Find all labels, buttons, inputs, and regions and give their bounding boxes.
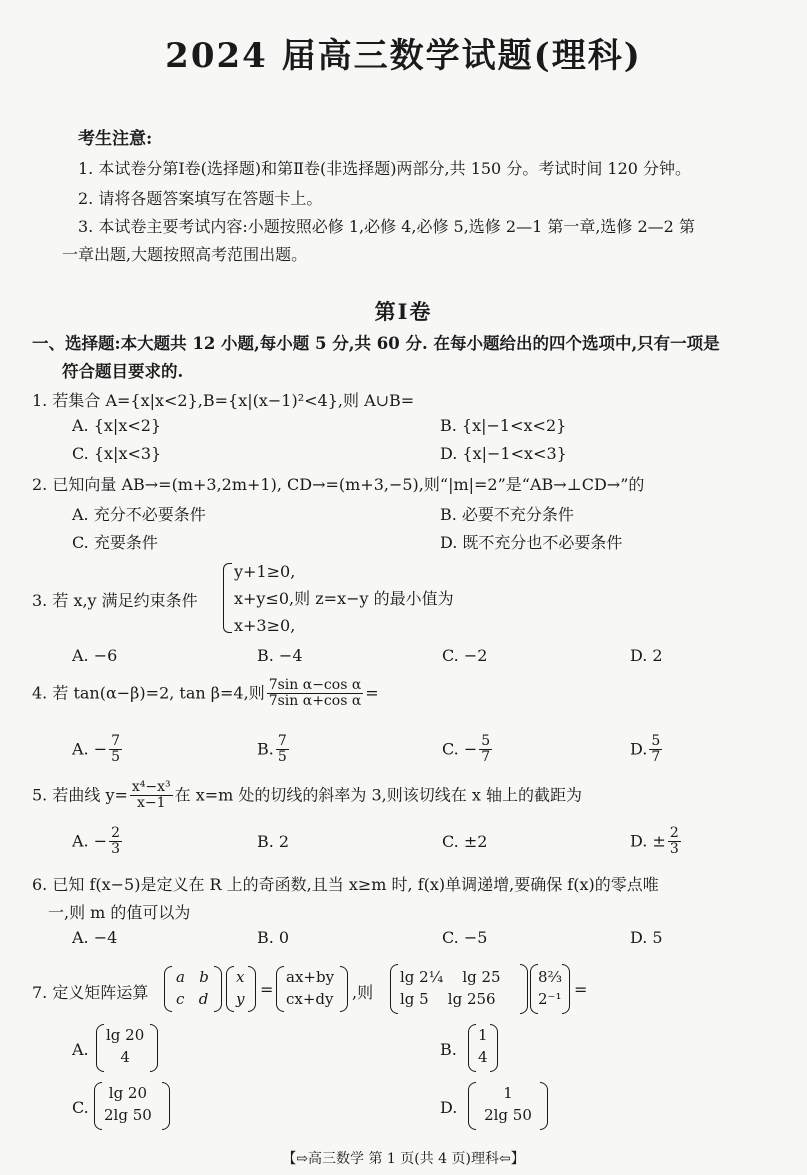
section-instruction: 一、选择题:本大题共 12 小题,每小题 5 分,共 60 分. 在每小题给出的四个选项中,只有一项是	[32, 334, 720, 353]
notice-line-2: 2. 请将各题答案填写在答题卡上。	[78, 189, 323, 208]
result-vector: ax+by cx+dy	[286, 968, 335, 1008]
question-5-stem: 5. 若曲线 y= $\frac{\text{x⁴−x³}}{x-1}$ 在 x=m 处的切线的斜率为 3,则该切线在 x 轴上的截距为	[32, 779, 582, 812]
question-3-constraint-3: x+3≥0,	[234, 616, 296, 635]
page-title: 2024 届高三数学试题(理科)	[165, 36, 642, 76]
notice-line-1: 1. 本试卷分第Ⅰ卷(选择题)和第Ⅱ卷(非选择题)两部分,共 150 分。考试时间 120 分钟。	[78, 159, 692, 178]
option-b-paren-right	[490, 1024, 498, 1072]
question-7-prefix: 7. 定义矩阵运算	[32, 983, 149, 1002]
question-7-option-b: 1 4	[478, 1026, 488, 1066]
section-instruction-cont: 符合题目要求的.	[62, 362, 184, 381]
option-c-paren-right	[162, 1082, 170, 1130]
question-4-option-b: B. $\frac{7}{5}$	[257, 733, 287, 766]
exp-vector-paren-left	[530, 964, 538, 1014]
question-7-option-a: lg 20 4	[106, 1026, 145, 1066]
log-matrix-paren-right	[520, 964, 528, 1014]
question-1-stem: 1. 若集合 A={x|x<2},B={x|(x−1)²<4},则 A∪B=	[32, 391, 415, 410]
question-2-option-b: B. 必要不充分条件	[440, 505, 574, 524]
question-3-option-a: A. −6	[72, 646, 118, 665]
question-6-option-c: C. −5	[442, 928, 488, 947]
question-7-eq: =	[574, 980, 588, 999]
question-4-option-a: A. − $\frac{7}{5}$	[72, 733, 121, 766]
question-4-option-d: D. $\frac{5}{7}$	[630, 733, 661, 766]
result-paren-right	[340, 966, 348, 1012]
result-paren-left	[276, 966, 284, 1012]
question-7-then: ,则	[352, 983, 374, 1002]
question-1-option-c: C. {x|x<3}	[72, 444, 162, 463]
question-3-option-d: D. 2	[630, 646, 663, 665]
option-b-paren-left	[468, 1024, 476, 1072]
vector-paren-right	[248, 966, 256, 1012]
question-3-option-c: C. −2	[442, 646, 488, 665]
question-5-option-d: D. ± $\frac{2}{3}$	[630, 825, 679, 858]
question-5-option-b: B. 2	[257, 832, 290, 851]
vector-paren-left	[226, 966, 234, 1012]
question-1-option-d: D. {x|−1<x<3}	[440, 444, 567, 463]
question-6-option-a: A. −4	[72, 928, 118, 947]
notice-heading: 考生注意:	[78, 129, 153, 149]
vector-xy: x y	[236, 968, 245, 1008]
question-5-option-a: A. − $\frac{2}{3}$	[72, 825, 121, 858]
question-3-option-b: B. −4	[257, 646, 303, 665]
question-7-option-d: 1 2lg 50	[484, 1084, 532, 1124]
matrix-paren-right	[214, 966, 222, 1012]
question-3-constraint-2: x+y≤0,则 z=x−y 的最小值为	[234, 589, 454, 608]
question-3-prefix: 3. 若 x,y 满足约束条件	[32, 591, 198, 610]
question-3-constraint-1: y+1≥0,	[234, 562, 296, 581]
page-footer: 【⇨高三数学 第 1 页(共 4 页)理科⇦】	[282, 1151, 525, 1167]
question-7-option-b-label: B.	[440, 1040, 457, 1059]
question-2-option-a: A. 充分不必要条件	[72, 505, 206, 524]
question-4-fraction	[267, 678, 364, 710]
option-a-paren-right	[150, 1024, 158, 1072]
matrix-paren-left	[164, 966, 172, 1012]
option-a-paren-left	[96, 1024, 104, 1072]
question-6-stem: 6. 已知 f(x−5)是定义在 R 上的奇函数,且当 x≥m 时, f(x)单调递增,要确保 f(x)的零点唯	[32, 875, 659, 894]
question-4-tail: =	[365, 683, 379, 703]
question-4-stem	[32, 678, 379, 710]
question-6-option-b: B. 0	[257, 928, 290, 947]
question-7-option-d-label: D.	[440, 1098, 458, 1117]
option-c-paren-left	[94, 1082, 102, 1130]
question-5-option-c: C. ±2	[442, 832, 488, 851]
question-2-stem: 2. 已知向量 AB→=(m+3,2m+1), CD→=(m+3,−5),则“|m|=2”是“AB→⊥CD→”的	[32, 475, 645, 494]
equals-sign: =	[260, 980, 274, 999]
log-matrix-paren-left	[390, 964, 398, 1014]
question-2-option-d: D. 既不充分也不必要条件	[440, 533, 623, 552]
notice-line-3: 3. 本试卷主要考试内容:小题按照必修 1,必修 4,必修 5,选修 2—1 第一章,选修 2—2 第	[78, 217, 695, 236]
question-6-option-d: D. 5	[630, 928, 663, 947]
question-7-option-a-label: A.	[72, 1040, 89, 1059]
question-4-text: 4. 若 tan(α−β)=2, tan β=4,则	[32, 683, 265, 703]
constraint-brace	[223, 563, 232, 633]
question-5-fraction: $\frac{\text{x⁴−x³}}{x-1}$	[131, 779, 171, 812]
question-4-option-c: C. − $\frac{5}{7}$	[442, 733, 491, 766]
option-d-paren-right	[540, 1082, 548, 1130]
volume-heading: 第Ⅰ卷	[374, 299, 433, 324]
exp-vector: 8⅔ 2⁻¹	[538, 968, 563, 1008]
question-2-option-c: C. 充要条件	[72, 533, 158, 552]
question-6-stem-cont: 一,则 m 的值可以为	[48, 903, 191, 922]
question-7-option-c-label: C.	[72, 1098, 89, 1117]
option-d-paren-left	[468, 1082, 476, 1130]
question-1-option-a: A. {x|x<2}	[72, 416, 162, 435]
question-7-option-c: lg 20 2lg 50	[104, 1084, 152, 1124]
matrix-abcd: a b c d	[176, 968, 209, 1008]
question-1-option-b: B. {x|−1<x<2}	[440, 416, 567, 435]
notice-line-3-cont: 一章出题,大题按照高考范围出题。	[62, 245, 308, 264]
exp-vector-paren-right	[562, 964, 570, 1014]
fraction-denominator: 7sin α+cos α	[268, 693, 362, 710]
fraction-numerator: 7sin α−cos α	[268, 677, 362, 693]
log-matrix: lg 2¼ lg 25 lg 5 lg 256	[400, 968, 501, 1008]
